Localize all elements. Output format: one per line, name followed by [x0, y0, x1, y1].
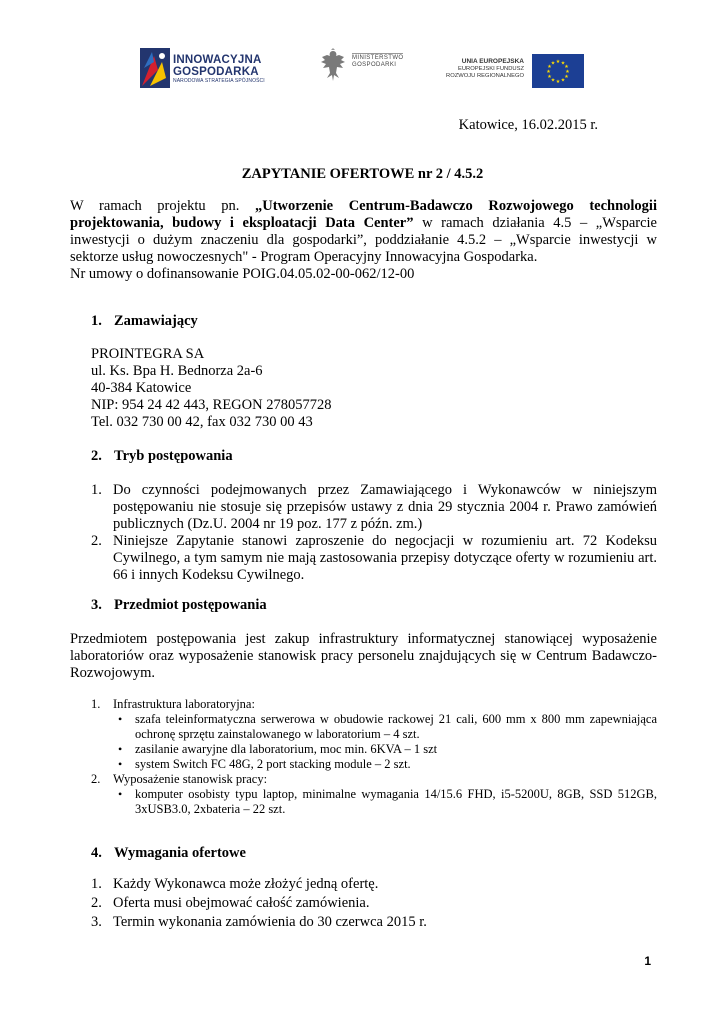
svg-text:★: ★ — [565, 69, 570, 75]
item-text: Do czynności podejmowanych przez Zamawiającego i Wykonawców w niniejszym postępowaniu nie stosuje się przepisów ustawy z dnia 29 stycznia 2004 r. Prawo zamówień publicznych (Dz.U. 2004 nr 19 poz. 177 z późn. zm.) — [113, 482, 657, 532]
min-line2: GOSPODARKI — [352, 62, 397, 68]
svg-text:★: ★ — [547, 64, 552, 70]
procedure-list — [91, 482, 657, 584]
list-item — [91, 895, 657, 912]
page-number: 1 — [644, 954, 651, 968]
document-title: ZAPYTANIE OFERTOWE nr 2 / 4.5.2 — [241, 166, 484, 182]
item-text: Oferta musi obejmować całość zamówienia. — [113, 895, 370, 911]
section-heading-2 — [91, 448, 233, 465]
svg-text:★: ★ — [564, 74, 569, 80]
svg-text:★: ★ — [560, 60, 566, 67]
ig-emblem-icon — [140, 48, 170, 88]
bullet-item: • szafa teleinformatyczna serwerowa w obudowie rackowej 21 cali, 600 mm x 800 mm zapewniająca ochronę sprzętu zainstalowanego w laboratorium – 4 szt. — [113, 712, 657, 742]
project-name: „Utworzenie Centrum-Badawczo Rozwojowego technologii projektowania, budowy i eksploatacji Data Center” — [70, 198, 657, 231]
item-number: 2. — [91, 533, 102, 549]
item-title: Infrastruktura laboratoryjna: — [113, 697, 255, 711]
eagle-emblem-icon — [318, 48, 348, 84]
subject-paragraph: Przedmiotem postępowania jest zakup infrastruktury informatycznej stanowiącej wyposażenie laboratoriów oraz wyposażenie stanowisk pracy personelu znajdujących się w Centrum Badawczo-Rozwojowym. — [70, 631, 657, 681]
address-line: NIP: 954 24 42 443, REGON 278057728 — [91, 397, 332, 413]
min-line1: MINISTERSTWO — [352, 55, 404, 61]
list-item — [91, 482, 657, 533]
section-title: Wymagania ofertowe — [114, 845, 246, 861]
eu-flag-icon — [532, 54, 584, 88]
section-title: Zamawiający — [114, 313, 198, 329]
list-item — [91, 914, 657, 931]
item-number: 1. — [91, 482, 102, 498]
list-item — [91, 772, 657, 817]
section-heading-4 — [91, 845, 246, 862]
ue-line1: UNIA EUROPEJSKA — [461, 58, 524, 65]
svg-text:★: ★ — [555, 59, 561, 65]
section-number: 4. — [91, 845, 102, 861]
ue-line3: ROZWOJU REGIONALNEGO — [446, 73, 524, 79]
item-text: Niniejsze Zapytanie stanowi zaproszenie do negocjacji w rozumieniu art. 72 Kodeksu Cywilnego, a tym samym nie mają zastosowania przepisy dotyczące oferty w rozumieniu art. 66 i innych Kodeksu Cywilnego. — [113, 533, 657, 583]
item-text: Termin wykonania zamówienia do 30 czerwca 2015 r. — [113, 914, 427, 930]
bullet-item: • zasilanie awaryjne dla laboratorium, moc min. 6KVA – 1 szt — [113, 742, 657, 757]
svg-text:★: ★ — [555, 79, 561, 85]
logo-bar — [0, 40, 725, 100]
list-item — [91, 697, 657, 772]
section-title: Tryb postępowania — [114, 448, 233, 464]
section-number: 2. — [91, 448, 102, 464]
address-line: 40-384 Katowice — [91, 380, 192, 396]
bullet-item: • komputer osobisty typu laptop, minimalne wymagania 14/15.6 FHD, i5-5200U, 8GB, SSD 512GB, 3xUSB3.0, 2xbateria – 22 szt. — [113, 787, 657, 817]
svg-text:★: ★ — [564, 64, 569, 70]
svg-text:★: ★ — [560, 77, 566, 84]
section-heading-3 — [91, 597, 267, 614]
ig-subtitle: NARODOWA STRATEGIA SPÓJNOŚCI — [173, 78, 265, 84]
ig-line1: INNOWACYJNA — [173, 54, 262, 66]
item-number: 2. — [91, 895, 102, 911]
ministerstwo-gospodarki-logo — [316, 46, 412, 90]
intro-prefix: W ramach projektu pn. — [70, 198, 255, 214]
intro-paragraph — [70, 198, 657, 283]
list-item — [91, 533, 657, 584]
item-number: 2. — [91, 772, 101, 786]
svg-text:★: ★ — [550, 77, 556, 84]
item-title: Wyposażenie stanowisk pracy: — [113, 772, 268, 786]
section-number: 3. — [91, 597, 102, 613]
ig-line2: GOSPODARKA — [173, 66, 259, 78]
intro-suffix: w ramach działania 4.5 – „Wsparcie inwestycji o dużym znaczeniu dla gospodarki”, poddziałanie 4.5.2 – „Wsparcie inwestycji w sektorze usług nowoczesnych" - Program Operacyjny Innowacyjna Gospodarka. — [70, 215, 657, 265]
infrastructure-list — [91, 697, 657, 817]
list-item — [91, 876, 657, 893]
item-number: 1. — [91, 697, 101, 711]
requirements-list — [91, 876, 657, 933]
section-heading-1 — [91, 313, 198, 330]
innowacyjna-gospodarka-logo — [140, 44, 280, 92]
section-number: 1. — [91, 313, 102, 329]
address-line: Tel. 032 730 00 42, fax 032 730 00 43 — [91, 414, 313, 430]
item-number: 3. — [91, 914, 102, 930]
contract-number: Nr umowy o dofinansowanie POIG.04.05.02-00-062/12-00 — [70, 266, 415, 282]
address-line: ul. Ks. Bpa H. Bednorza 2a-6 — [91, 363, 263, 379]
unia-europejska-logo — [440, 48, 590, 92]
document-date: Katowice, 16.02.2015 r. — [458, 117, 598, 133]
svg-text:★: ★ — [546, 69, 551, 75]
contractor-address — [91, 346, 331, 431]
svg-text:★: ★ — [550, 60, 556, 67]
ue-line2: EUROPEJSKI FUNDUSZ — [457, 66, 524, 72]
item-text: Każdy Wykonawca może złożyć jedną ofertę. — [113, 876, 379, 892]
address-line: PROINTEGRA SA — [91, 346, 205, 362]
item-number: 1. — [91, 876, 102, 892]
bullet-item: • system Switch FC 48G, 2 port stacking module – 2 szt. — [113, 757, 657, 772]
svg-text:★: ★ — [547, 74, 552, 80]
section-title: Przedmiot postępowania — [114, 597, 267, 613]
